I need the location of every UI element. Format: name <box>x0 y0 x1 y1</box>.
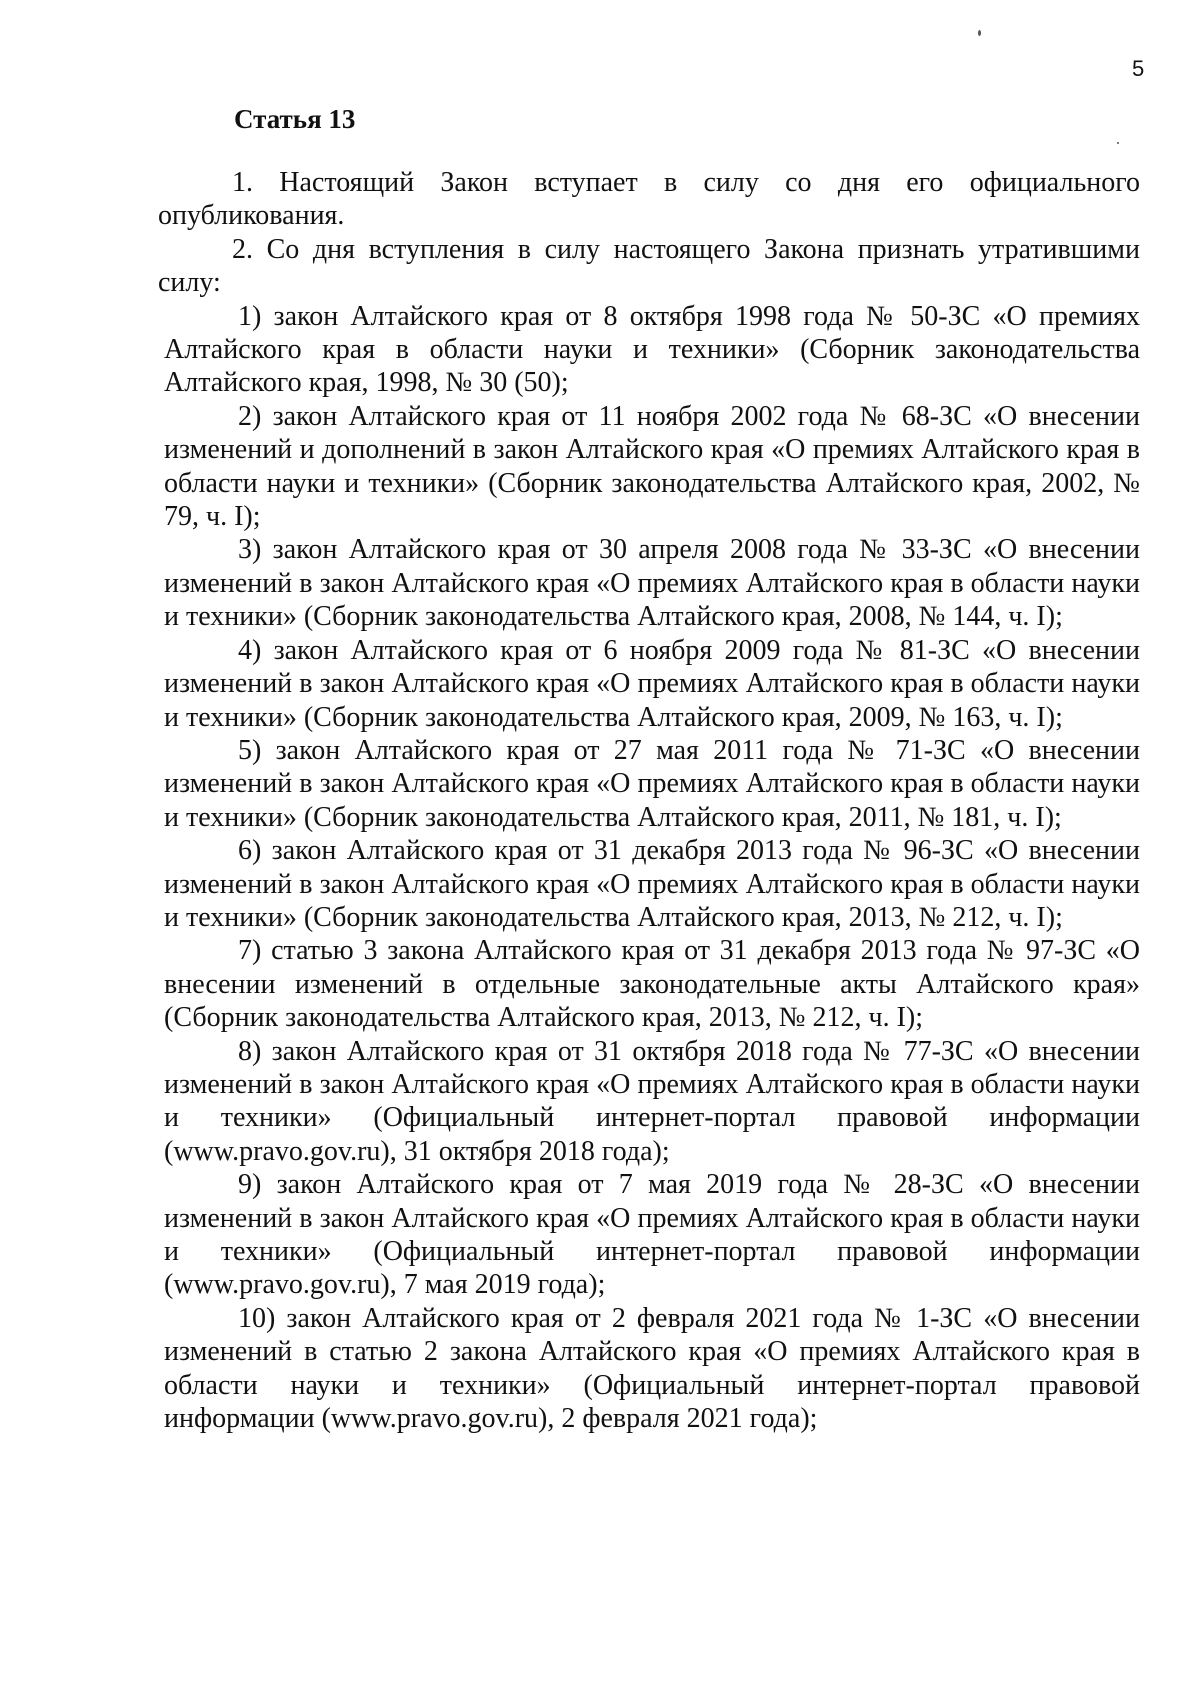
repealed-law-item-8: 8) закон Алтайского края от 31 октября 2018 года № 77-ЗС «О внесении изменений в закон Алтайского края «О премиях Алтайского края в области науки и техники» (Официальный интернет-портал правовой информации (www.pravo.gov.ru), 31 октября 2018 года); <box>164 1035 1140 1167</box>
repealed-law-item-1: 1) закон Алтайского края от 8 октября 1998 года № 50-ЗС «О премиях Алтайского края в области науки и техники» (Сборник законодательства Алтайского края, 1998, № 30 (50); <box>164 300 1140 399</box>
article-title: Статья 13 <box>234 104 356 134</box>
repealed-law-item-2: 2) закон Алтайского края от 11 ноября 2002 года № 68-ЗС «О внесении изменений и дополнений в закон Алтайского края «О премиях Алтайского края в области науки и техники» (Сборник законодательства Алтайского края, 2002, № 79, ч. I); <box>164 400 1140 533</box>
repealed-law-item-9: 9) закон Алтайского края от 7 мая 2019 года № 28-ЗС «О внесении изменений в закон Алтайского края «О премиях Алтайского края в области науки и техники» (Официальный интернет-портал правовой информации (www.pravo.gov.ru), 7 мая 2019 года); <box>164 1169 1140 1301</box>
article-body <box>158 166 1140 1435</box>
scan-speck <box>1117 142 1119 144</box>
paragraph-2: 2. Со дня вступления в силу настоящего Закона признать утратившими силу: <box>158 233 1140 299</box>
scan-speck <box>978 30 981 36</box>
repealed-law-item-10: 10) закон Алтайского края от 2 февраля 2021 года № 1-ЗС «О внесении изменений в статью 2 закона Алтайского края «О премиях Алтайского края в области науки и техники» (Официальный интернет-портал правовой информации (www.pravo.gov.ru), 2 февраля 2021 года); <box>164 1302 1140 1435</box>
paragraph-1: 1. Настоящий Закон вступает в силу со дня его официального опубликования. <box>158 167 1140 232</box>
repealed-law-item-7: 7) статью 3 закона Алтайского края от 31 декабря 2013 года № 97-ЗС «О внесении изменений в отдельные законодательные акты Алтайского края» (Сборник законодательства Алтайского края, 2013, № 212, ч. I); <box>164 935 1140 1034</box>
repealed-law-item-3: 3) закон Алтайского края от 30 апреля 2008 года № 33-ЗС «О внесении изменений в закон Алтайского края «О премиях Алтайского края в области науки и техники» (Сборник законодательства Алтайского края, 2008, № 144, ч. I); <box>164 534 1140 633</box>
repealed-law-item-5: 5) закон Алтайского края от 27 мая 2011 года № 71-ЗС «О внесении изменений в закон Алтайского края «О премиях Алтайского края в области науки и техники» (Сборник законодательства Алтайского края, 2011, № 181, ч. I); <box>164 734 1140 833</box>
repealed-law-item-4: 4) закон Алтайского края от 6 ноября 2009 года № 81-ЗС «О внесении изменений в закон Алтайского края «О премиях Алтайского края в области науки и техники» (Сборник законодательства Алтайского края, 2009, № 163, ч. I); <box>164 634 1140 733</box>
page-number: 5 <box>1132 56 1145 81</box>
repealed-law-item-6: 6) закон Алтайского края от 31 декабря 2013 года № 96-ЗС «О внесении изменений в закон Алтайского края «О премиях Алтайского края в области науки и техники» (Сборник законодательства Алтайского края, 2013, № 212, ч. I); <box>164 835 1140 933</box>
